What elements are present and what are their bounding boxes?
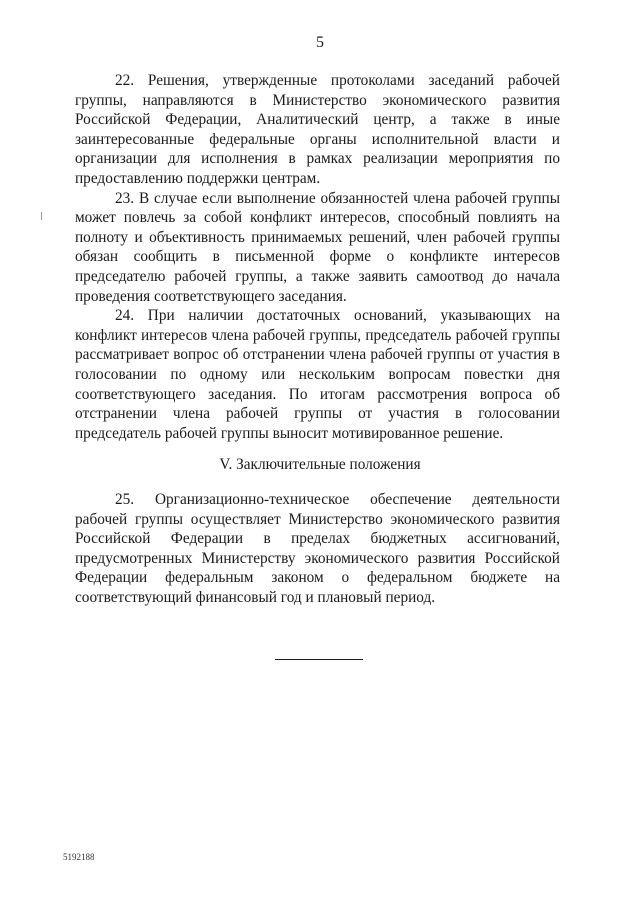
margin-mark: [41, 212, 42, 220]
paragraph-25: 25. Организационно-техническое обеспечение деятельности рабочей группы осуществляет Министерство экономического развития Российской Федерации в пределах бюджетных ассигнований, предусмотренных Министерству экономического развития Российской Федерации федеральным законом о федеральном бюджете на соответствующий финансовый год и плановый период.: [75, 491, 560, 606]
section-heading: V. Заключительные положения: [219, 456, 421, 473]
paragraph-24: 24. При наличии достаточных оснований, указывающих на конфликт интересов члена рабочей группы, председатель рабочей группы рассматривает вопрос об отстранении члена рабочей группы от участия в голосовании по одному или нескольким вопросам повестки дня соответствующего заседания. По итогам рассмотрения вопроса об отстранении члена рабочей группы от участия в голосовании председатель рабочей группы выносит мотивированное решение.: [75, 307, 560, 442]
page-number: 5: [316, 34, 324, 51]
paragraphs-block: [75, 71, 560, 443]
paragraph-22: 22. Решения, утвержденные протоколами заседаний рабочей группы, направляются в Министерство экономического развития Российской Федерации, Аналитический центр, а также в иные заинтересованные федеральные органы исполнительной власти и организации для исполнения в рамках реализации мероприятия по предоставлению поддержки центрам.: [75, 72, 560, 187]
final-block: [75, 490, 560, 608]
document-code: 5192188: [63, 852, 95, 862]
paragraph-23: 23. В случае если выполнение обязанностей члена рабочей группы может повлечь за собой конфликт интересов, способный повлиять на полноту и объективность принимаемых решений, член рабочей группы обязан сообщить в письменной форме о конфликте интересов председателю рабочей группы, а также заявить самоотвод до начала проведения соответствующего заседания.: [75, 189, 560, 305]
end-of-text-line: [275, 659, 363, 660]
